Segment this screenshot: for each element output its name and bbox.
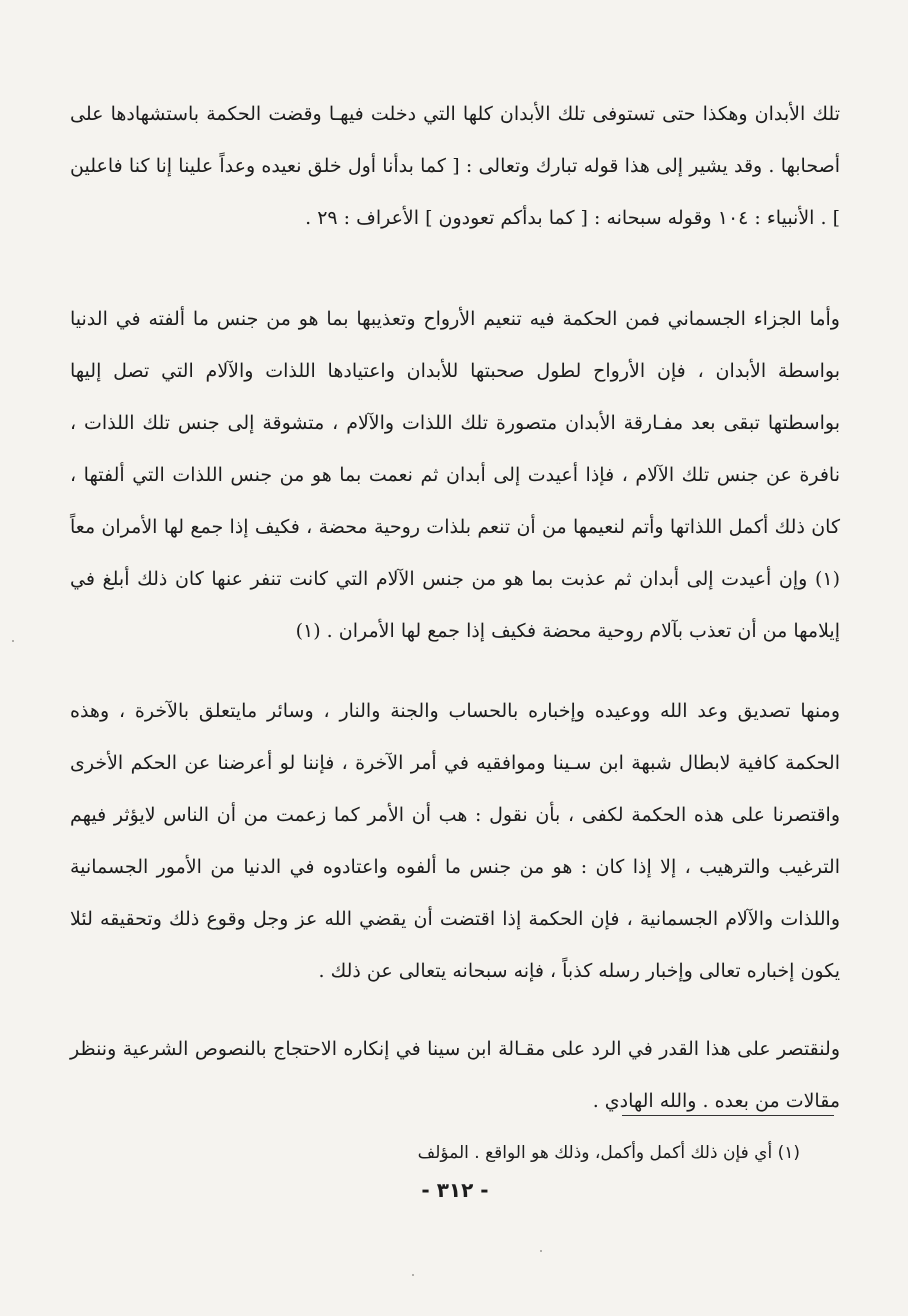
page-number: - ٣١٢ - xyxy=(421,1178,489,1202)
scan-speck xyxy=(540,1250,542,1252)
footnote: (١) أي فإن ذلك أكمل وأكمل، وذلك هو الواقع . المؤلف xyxy=(417,1143,800,1163)
paragraph-4: ولنقتصر على هذا القدر في الرد على مقـالة ابن سينا في إنكاره الاحتجاج بالنصوص الشرعية وننظر مقالات من بعده . والله الهادي . xyxy=(70,1038,840,1112)
paragraph-3: ومنها تصديق وعد الله ووعيده وإخباره بالحساب والجنة والنار ، وسائر مايتعلق بالآخرة ، وهذه الحكمة كافية لابطال شبهة ابن سـينا وموافقيه في أمر الآخرة ، فإننا لو أعرضنا عن الحكم الأخرى واقتصرنا على هذه الحكمة لكفى ، بأن نقول : هب أن الأمر كما زعمت من أن الناس لايؤثر فيهم الترغيب والترهيب ، إلا إذا كان : هو من جنس ما ألفوه واعتادوه في الدنيا من الأمور الجسمانية واللذات والآلام الجسمانية ، فإن الحكمة إذا اقتضت أن يقضي الله عز وجل وقوع ذلك وتحقيقه لئلا يكون إخباره تعالى وإخبار رسله كذباً ، فإنه سبحانه يتعالى عن ذلك . xyxy=(70,700,840,982)
scan-speck xyxy=(412,1274,414,1276)
paragraph-1: تلك الأبدان وهكذا حتى تستوفى تلك الأبدان كلها التي دخلت فيهـا وقضت الحكمة باستشهادها على أصحابها . وقد يشير إلى هذا قوله تبارك وتعالى : [ كما بدأنا أول خلق نعيده وعداً علينا إنا كنا فاعلين ] . الأنبياء : ١٠٤ وقوله سبحانه : [ كما بدأكم تعودون ] الأعراف : ٢٩ . xyxy=(70,103,840,229)
footnote-divider xyxy=(622,1115,834,1116)
scan-speck xyxy=(12,640,14,642)
paragraph-2: وأما الجزاء الجسماني فمن الحكمة فيه تنعيم الأرواح وتعذيبها بما هو من جنس ما ألفته في الدنيا بواسطة الأبدان ، فإن الأرواح لطول صحبتها للأبدان واعتيادها اللذات والآلام التي تصل إليها بواسطتها تبقى بعد مفـارقة الأبدان متصورة تلك اللذات والآلام ، متشوقة إلى جنس تلك اللذات ، نافرة عن جنس تلك الآلام ، فإذا أعيدت إلى أبدان ثم نعمت بما هو من جنس اللذات التي ألفتها ، كان ذلك أكمل اللذاتها وأتم لنعيمها من أن تنعم بلذات روحية محضة ، فكيف إذا جمع لها الأمران معاً (١) وإن أعيدت إلى أبدان ثم عذبت بما هو من جنس الآلام التي كانت تنفر عنها كان ذلك أبلغ في إيلامها من أن تعذب بآلام روحية محضة فكيف إذا جمع لها الأمران . (١) xyxy=(70,308,840,642)
